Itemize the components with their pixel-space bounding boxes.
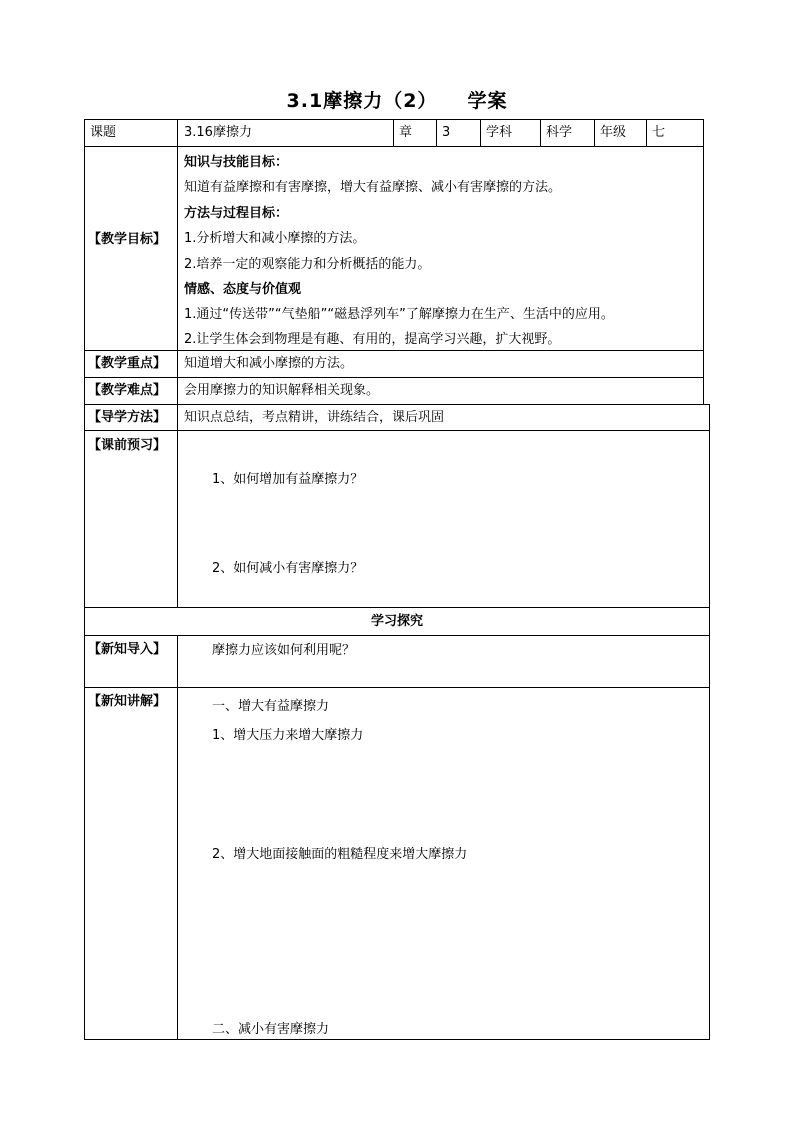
- difficulty-text: 会用摩擦力的知识解释相关现象。: [184, 383, 380, 398]
- difficulty-label: 【教学难点】: [88, 383, 167, 398]
- title-suffix: 学案: [467, 90, 508, 112]
- table-border: [646, 119, 647, 146]
- objectives-line: 知道有益摩擦和有害摩擦，增大有益摩擦、减小有害摩擦的方法。: [184, 180, 562, 195]
- explain-heading: 二、减小有害摩擦力: [212, 1022, 330, 1037]
- title-main: 3.1摩擦力（2）: [286, 90, 438, 112]
- discipline-label: 学科: [486, 125, 513, 140]
- chapter-label: 章: [399, 125, 413, 140]
- table-border: [84, 119, 85, 404]
- intro-label: 【新知导入】: [88, 642, 167, 657]
- preview-label: 【课前预习】: [88, 438, 167, 453]
- table-border: [84, 404, 85, 1040]
- objectives-heading-attitude: 情感、态度与价值观: [184, 282, 302, 297]
- preview-question: 1、如何增加有益摩擦力？: [212, 472, 364, 487]
- subject-topic-value: 3.16摩擦力: [184, 125, 252, 140]
- focus-label: 【教学重点】: [88, 356, 167, 371]
- method-text: 知识点总结，考点精讲，讲练结合，课后巩固: [184, 410, 445, 425]
- preview-question: 2、如何减小有害摩擦力？: [212, 561, 364, 576]
- objectives-label: 【教学目标】: [88, 232, 167, 247]
- objectives-line: 1.通过“传送带”“气垫船”“磁悬浮列车”了解摩擦力在生产、生活中的应用。: [184, 307, 614, 322]
- discipline-value: 科学: [546, 125, 573, 140]
- table-border: [436, 119, 437, 146]
- focus-text: 知道增大和减小摩擦的方法。: [184, 356, 354, 371]
- table-border: [393, 119, 394, 146]
- grade-value: 七: [652, 125, 666, 140]
- table-border: [594, 119, 595, 146]
- method-label: 【导学方法】: [88, 410, 167, 425]
- explain-label: 【新知讲解】: [88, 694, 167, 709]
- section-title: 学习探究: [370, 614, 423, 629]
- table-border: [540, 119, 541, 146]
- table-border: [177, 119, 178, 404]
- grade-label: 年级: [600, 125, 627, 140]
- objectives-heading-method: 方法与过程目标：: [184, 206, 289, 221]
- subject-topic-label: 课题: [90, 125, 117, 140]
- table-border: [177, 635, 178, 1040]
- table-border: [703, 119, 704, 404]
- table-border: [177, 404, 178, 608]
- chapter-value: 3: [442, 125, 451, 140]
- intro-text: 摩擦力应该如何利用呢？: [212, 643, 356, 658]
- explain-item: 1、增大压力来增大摩擦力: [212, 728, 364, 743]
- table-border: [480, 119, 481, 146]
- objectives-heading-knowledge: 知识与技能目标：: [184, 155, 289, 170]
- objectives-line: 2.让学生体会到物理是有趣、有用的，提高学习兴趣，扩大视野。: [184, 332, 561, 347]
- table-border: [709, 404, 710, 1040]
- objectives-line: 2.培养一定的观察能力和分析概括的能力。: [184, 257, 431, 272]
- objectives-line: 1.分析增大和减小摩擦的方法。: [184, 231, 366, 246]
- document-title: [0, 86, 794, 113]
- explain-item: 2、增大地面接触面的粗糙程度来增大摩擦力: [212, 847, 468, 862]
- explain-heading: 一、增大有益摩擦力: [212, 699, 330, 714]
